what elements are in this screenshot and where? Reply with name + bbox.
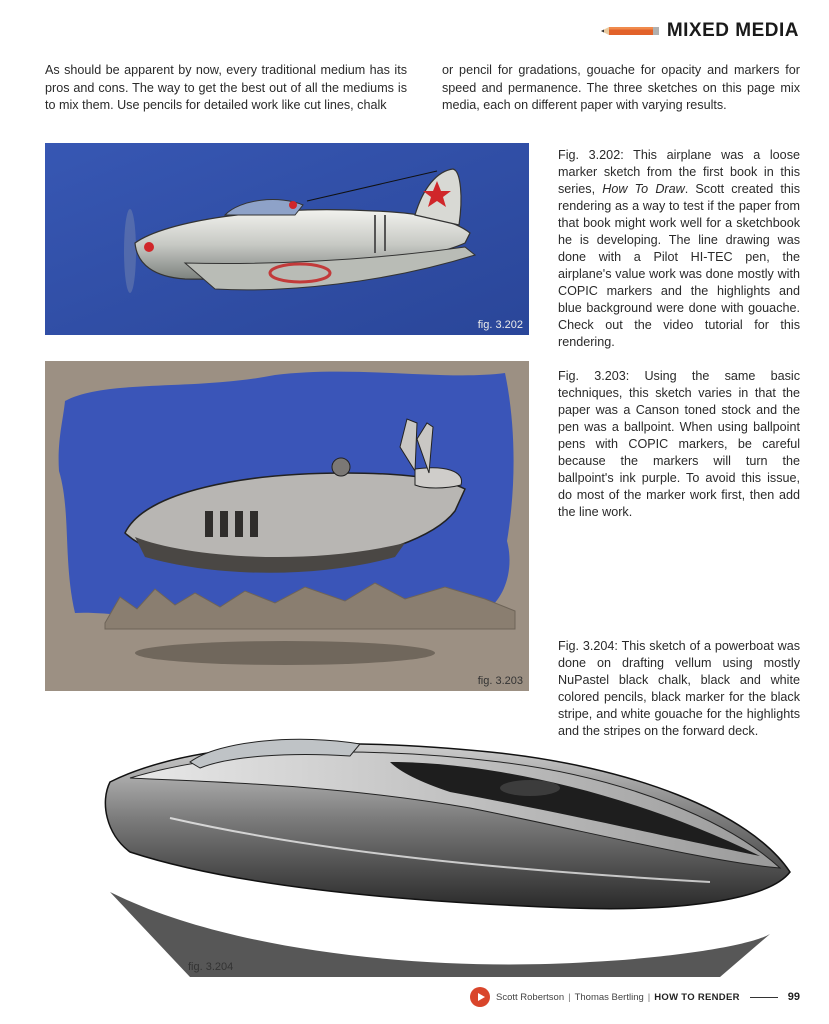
pencil-icon <box>601 25 659 37</box>
figure-label: fig. 3.203 <box>477 675 523 687</box>
page-footer <box>470 986 800 1008</box>
page-number: 99 <box>787 991 800 1003</box>
caption-fig-3-202: Fig. 3.202: This airplane was a loose marker sketch from the first book in this series, How To Draw. Scott created this rendering as a way to test if the paper from that book might work well for a sketchbook he is developing. The line drawing was done with a Pilot HI-TEC pen, the airplane's value work was done mostly with COPIC markers and the highlights and blue background were done with gouache. Check out the video tutorial for this rendering. <box>558 148 801 349</box>
play-icon[interactable] <box>470 987 490 1007</box>
figure-label: fig. 3.202 <box>477 319 523 331</box>
caption-fig-3-203: Fig. 3.203: Using the same basic techniques, this sketch varies in that the paper was a Canson toned stock and the pen was a ballpoint. When using ballpoint pens with COPIC markers, be careful because the markers will turn the ballpoint's ink purple. To avoid this issue, do most of the marker work first, then add the line work. <box>558 369 800 519</box>
figure-airplane <box>45 143 529 335</box>
footer-rule <box>750 997 778 998</box>
footer-separator: | <box>647 991 651 1003</box>
figure-label: fig. 3.204 <box>188 961 234 973</box>
intro-text-left: As should be apparent by now, every traditional medium has its pros and cons. The way to get the best out of all the mediums is to mix them. Use pencils for detailed work like cut lines, chalk <box>45 63 407 112</box>
figure-powerboat <box>70 722 800 977</box>
section-header <box>601 20 799 42</box>
footer-author-2: Thomas Bertling <box>574 991 644 1003</box>
intro-text-right: or pencil for gradations, gouache for opacity and markers for speed and permanence. The three sketches on this page mix media, each on different paper with varying results. <box>442 63 800 112</box>
footer-book-title: HOW TO RENDER <box>654 991 740 1003</box>
figure-hover-vehicle <box>45 361 529 691</box>
caption-fig-3-204: Fig. 3.204: This sketch of a powerboat was done on drafting vellum using mostly NuPastel black chalk, black and white colored pencils, black marker for the black stripe, and white gouache for the highlights and the stripes on the forward deck. <box>558 639 800 738</box>
footer-author-1: Scott Robertson <box>496 991 565 1003</box>
footer-separator: | <box>568 991 571 1003</box>
section-title: MIXED MEDIA <box>666 20 799 41</box>
